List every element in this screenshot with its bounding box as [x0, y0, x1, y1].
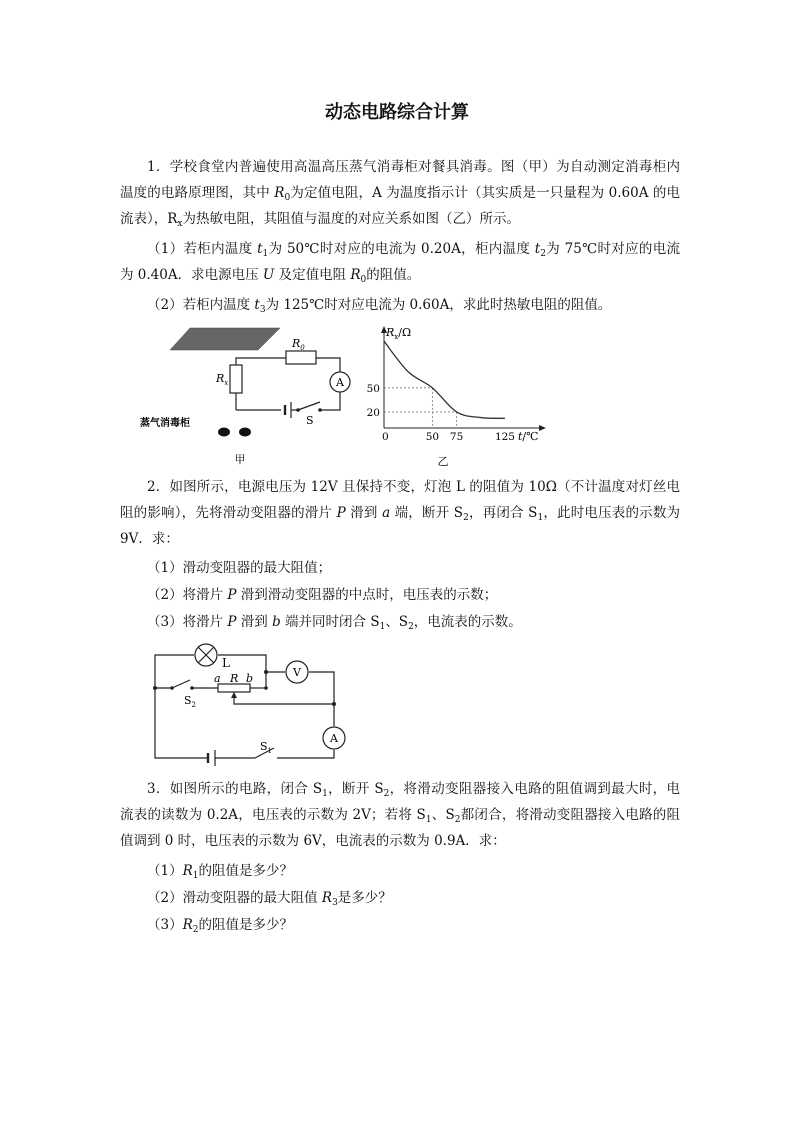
question-3-text: 3．如图所示的电路，闭合 $S_1$，断开 $S_2$，将滑动变阻器接入电路的阻值调到最大时，电流表的读数为 0.2A，电压表的示数为 2V；若将 $S_1$、$S_2$都闭合，将滑动变阻器接入电路的阻值调到 0 时，电压表的示数为 6V，电流表的示数为 0.9A．求： — [120, 781, 681, 849]
switch-s2-label: $S_2$ — [184, 694, 197, 709]
cabinet-label: 蒸气消毒柜 — [140, 418, 190, 429]
question-2-text: 2．如图所示，电源电压为 12V 且保持不变，灯泡 L 的阻值为 10Ω（不计温度对灯丝电阻的影响），先将滑动变阻器的滑片 P 滑到 a 端，断开 $S_2$，再闭合 $S_1$，此时电压表的示数为 9V．求： — [120, 479, 680, 547]
question-1-text: 1．学校食堂内普遍使用高温高压蒸气消毒柜对餐具消毒。图（甲）为自动测定消毒柜内温度的电路原理图，其中 $R_0$为定值电阻，A 为温度指示计（其实质是一只量程为 0.60A 的电流表），$R_x$为热敏电阻，其阻值与温度的对应关系如图（乙）所示。 — [120, 159, 681, 229]
lamp-label: L — [222, 656, 230, 670]
rheostat-end-a: a — [214, 672, 221, 685]
chart-x-tick-label: 125 — [494, 431, 515, 443]
figure-a-circuit — [140, 320, 350, 470]
ammeter-label: A — [330, 732, 338, 745]
chart-origin-label: 0 — [382, 431, 389, 443]
chart-y-axis-label: $R_x/\Omega$ — [386, 326, 412, 341]
figure-b-chart — [360, 322, 550, 470]
chart-x-tick-label: 75 — [449, 431, 464, 443]
cabinet-plate — [170, 328, 280, 350]
question-2-circuit — [150, 640, 350, 765]
question-3-part-1: $(1)R_1$的阻值是多少？ — [147, 863, 293, 881]
switch-label: S — [306, 414, 314, 427]
question-2-part-3: （3）将滑片 P 滑到 b 端并同时闭合 $S_1$、$S_2$，电流表的示数。 — [147, 614, 522, 632]
chart-y-tick-label: 20 — [366, 406, 380, 419]
rheostat-label: R — [230, 672, 239, 685]
chart-series-line — [384, 341, 505, 418]
rheostat-end-b: b — [246, 672, 254, 685]
figure-b-caption: 乙 — [437, 455, 449, 468]
ammeter-label: A — [336, 376, 344, 389]
chart-x-axis-label: t/℃ — [518, 430, 539, 443]
rx-label: $R_x$ — [216, 372, 229, 387]
question-2-part-1: （1）滑动变阻器的最大阻值； — [147, 560, 332, 576]
figure-a-caption: 甲 — [234, 453, 246, 466]
question-3-part-2: （2）滑动变阻器的最大阻值 $R_3$是多少？ — [147, 890, 392, 908]
r0-label: $R_0$ — [292, 337, 305, 352]
chart-y-tick-label: 50 — [366, 382, 380, 395]
question-2-part-2: （2）将滑片 P 滑到滑动变阻器的中点时，电压表的示数； — [147, 587, 498, 603]
question-1-part-1: （1）若柜内温度 $t_1$为 50℃时对应的电流为 0.20A，柜内温度 $t_2$为 75℃时对应的电流为 0.40A．求电源电压 U 及定值电阻 $R_0$的阻值。 — [120, 241, 680, 285]
chart-x-arrow — [539, 425, 546, 431]
switch-s1-label: $S_1$ — [260, 740, 273, 755]
page-title: 动态电路综合计算 — [325, 102, 469, 123]
question-1-part-2: （2）若柜内温度 $t_3$为 125℃时对应电流为 0.60A，求此时热敏电阻的阻值。 — [147, 297, 612, 315]
chart-x-tick-label: 50 — [425, 431, 440, 443]
voltmeter-label: V — [293, 666, 301, 679]
question-3-part-3: $(3)R_2$的阻值是多少？ — [147, 917, 293, 935]
